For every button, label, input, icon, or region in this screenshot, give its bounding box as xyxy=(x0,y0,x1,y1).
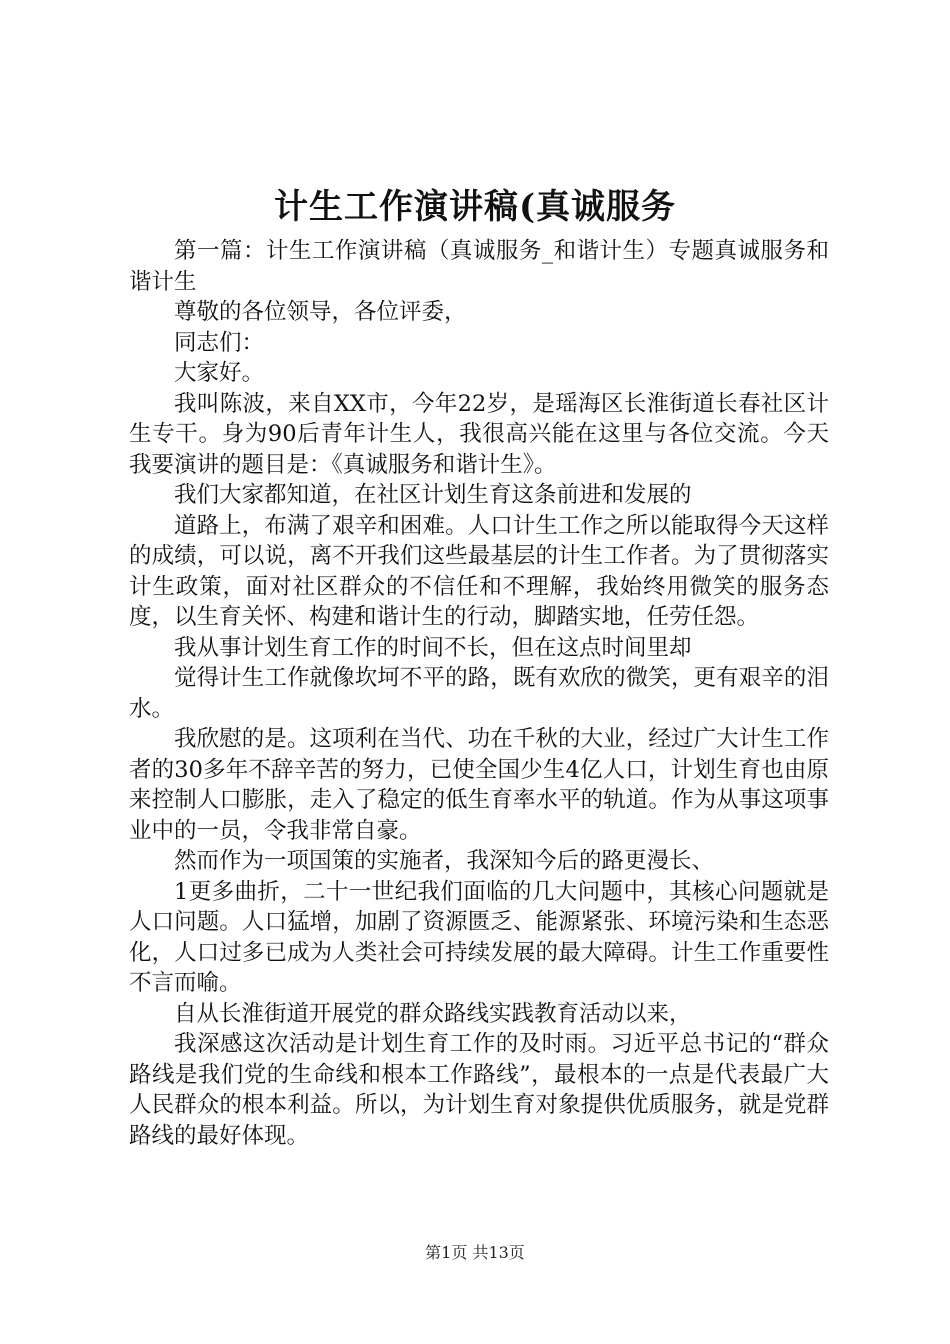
paragraph: 觉得计生工作就像坎坷不平的路，既有欢欣的微笑，更有艰辛的泪水。 xyxy=(129,665,829,722)
document-title: 计生工作演讲稿(真诚服务 xyxy=(273,187,677,227)
paragraph: 自从长淮街道开展党的群众路线实践教育活动以来， xyxy=(174,1000,692,1027)
paragraph: 我欣慰的是。这项利在当代、功在千秋的大业，经过广大计生工作者的30多年不辞辛苦的努力，已使全国少生4亿人口，计划生育也由原来控制人口膨胀，走入了稳定的低生育率水平的轨道。作为从事这项事业中的一员，令我非常自豪。 xyxy=(129,726,829,844)
paragraph: 大家好。 xyxy=(174,360,265,386)
paragraph: 第一篇：计生工作演讲稿（真诚服务_和谐计生）专题真诚服务和谐计生 xyxy=(129,238,829,295)
paragraph: 尊敬的各位领导，各位评委， xyxy=(174,299,467,325)
paragraph: 我叫陈波，来自XX市，今年22岁，是瑶海区长淮街道长春社区计生专干。身为90后青年计生人，我很高兴能在这里与各位交流。今天我要演讲的题目是：《真诚服务和谐计生》。 xyxy=(129,390,829,478)
paragraph: 我从事计划生育工作的时间不长，但在这点时间里却 xyxy=(174,634,692,661)
paragraph: 同志们： xyxy=(174,329,265,356)
document-body xyxy=(129,236,829,1151)
paragraph: 然而作为一项国策的实施者，我深知今后的路更漫长、 xyxy=(174,848,715,874)
page-number-footer: 第1页 共13页 xyxy=(425,1243,525,1262)
paragraph: 我们大家都知道，在社区计划生育这条前进和发展的 xyxy=(174,482,692,508)
paragraph: 1更多曲折，二十一世纪我们面临的几大问题中，其核心问题就是人口问题。人口猛增，加剧了资源匮乏、能源紧张、环境污染和生态恶化，人口过多已成为人类社会可持续发展的最大障碍。计生工作重要性不言而喻。 xyxy=(129,878,829,996)
paragraph: 道路上，布满了艰辛和困难。人口计生工作之所以能取得今天这样的成绩，可以说，离不开我们这些最基层的计生工作者。为了贯彻落实计生政策，面对社区群众的不信任和不理解，我始终用微笑的服务态度，以生育关怀、构建和谐计生的行动，脚踏实地，任劳任怨。 xyxy=(129,512,829,630)
paragraph: 我深感这次活动是计划生育工作的及时雨。习近平总书记的“群众路线是我们党的生命线和根本工作路线”，最根本的一点是代表最广大人民群众的根本利益。所以，为计划生育对象提供优质服务，就是党群路线的最好体现。 xyxy=(129,1031,829,1149)
